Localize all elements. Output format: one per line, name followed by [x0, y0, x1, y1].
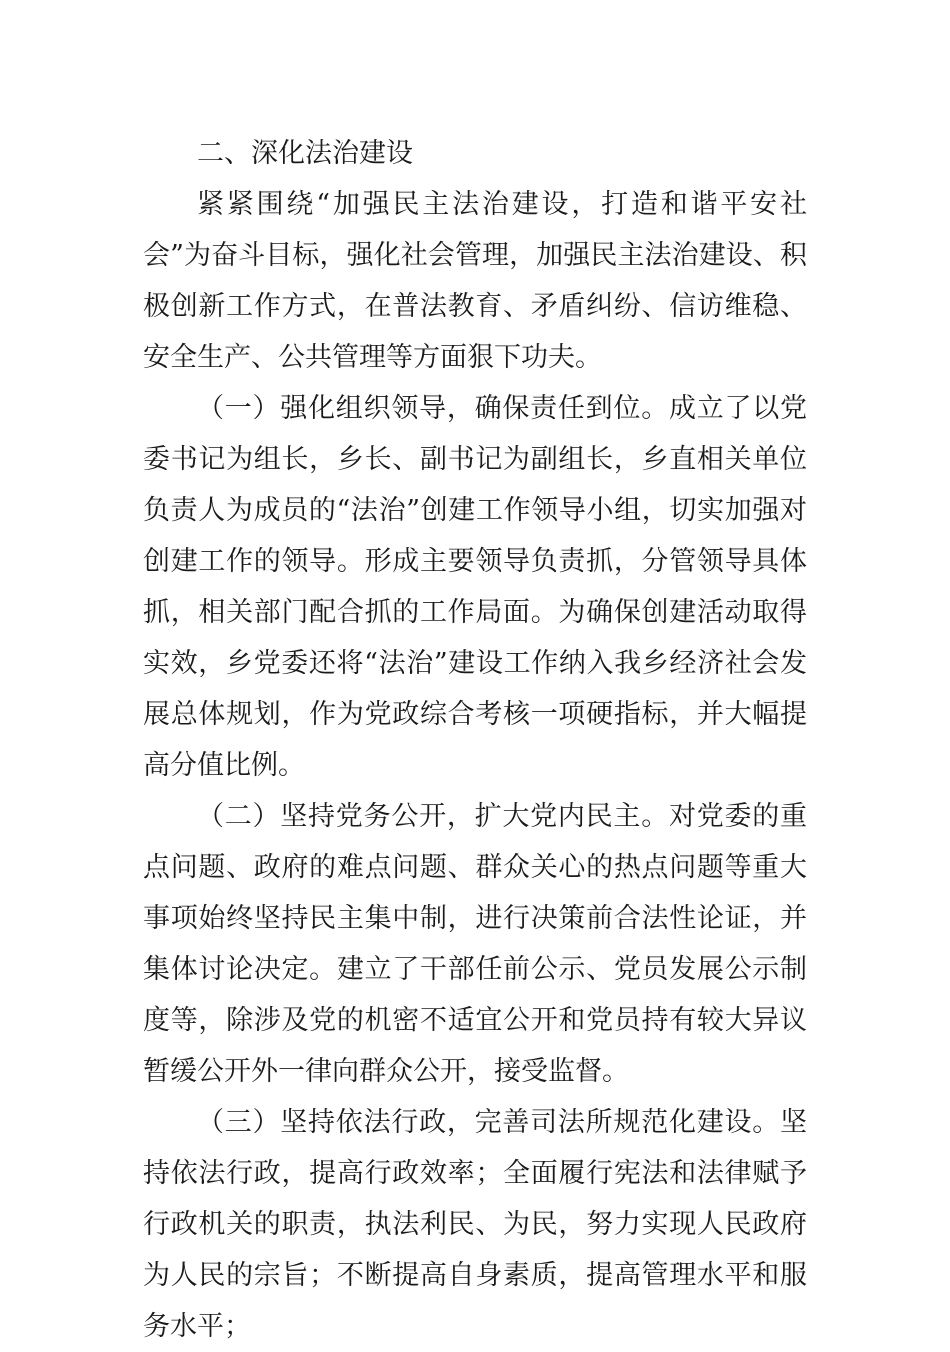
document-body: [143, 128, 807, 1352]
paragraph-lawful-administration: （三）坚持依法行政，完善司法所规范化建设。坚持依法行政，提高行政效率；全面履行宪法和法律赋予行政机关的职责，执法利民、为民，努力实现人民政府为人民的宗旨；不断提高自身素质，提高管理水平和服务水平；: [143, 1107, 807, 1342]
paragraph-party-affairs-openness: （二）坚持党务公开，扩大党内民主。对党委的重点问题、政府的难点问题、群众关心的热点问题等重大事项始终坚持民主集中制，进行决策前合法性论证，并集体讨论决定。建立了干部任前公示、党员发展公示制度等，除涉及党的机密不适宜公开和党员持有较大异议暂缓公开外一律向群众公开，接受监督。: [143, 801, 807, 1087]
paragraph-organization-leadership: （一）强化组织领导，确保责任到位。成立了以党委书记为组长，乡长、副书记为副组长，乡直相关单位负责人为成员的“法治”创建工作领导小组，切实加强对创建工作的领导。形成主要领导负责抓，分管领导具体抓，相关部门配合抓的工作局面。为确保创建活动取得实效，乡党委还将“法治”建设工作纳入我乡经济社会发展总体规划，作为党政综合考核一项硬指标，并大幅提高分值比例。: [143, 393, 807, 781]
section-heading: 二、深化法治建设: [197, 138, 413, 169]
paragraph-intro: 紧紧围绕“加强民主法治建设，打造和谐平安社会”为奋斗目标，强化社会管理，加强民主法治建设、积极创新工作方式，在普法教育、矛盾纠纷、信访维稳、安全生产、公共管理等方面狠下功夫。: [143, 189, 807, 373]
